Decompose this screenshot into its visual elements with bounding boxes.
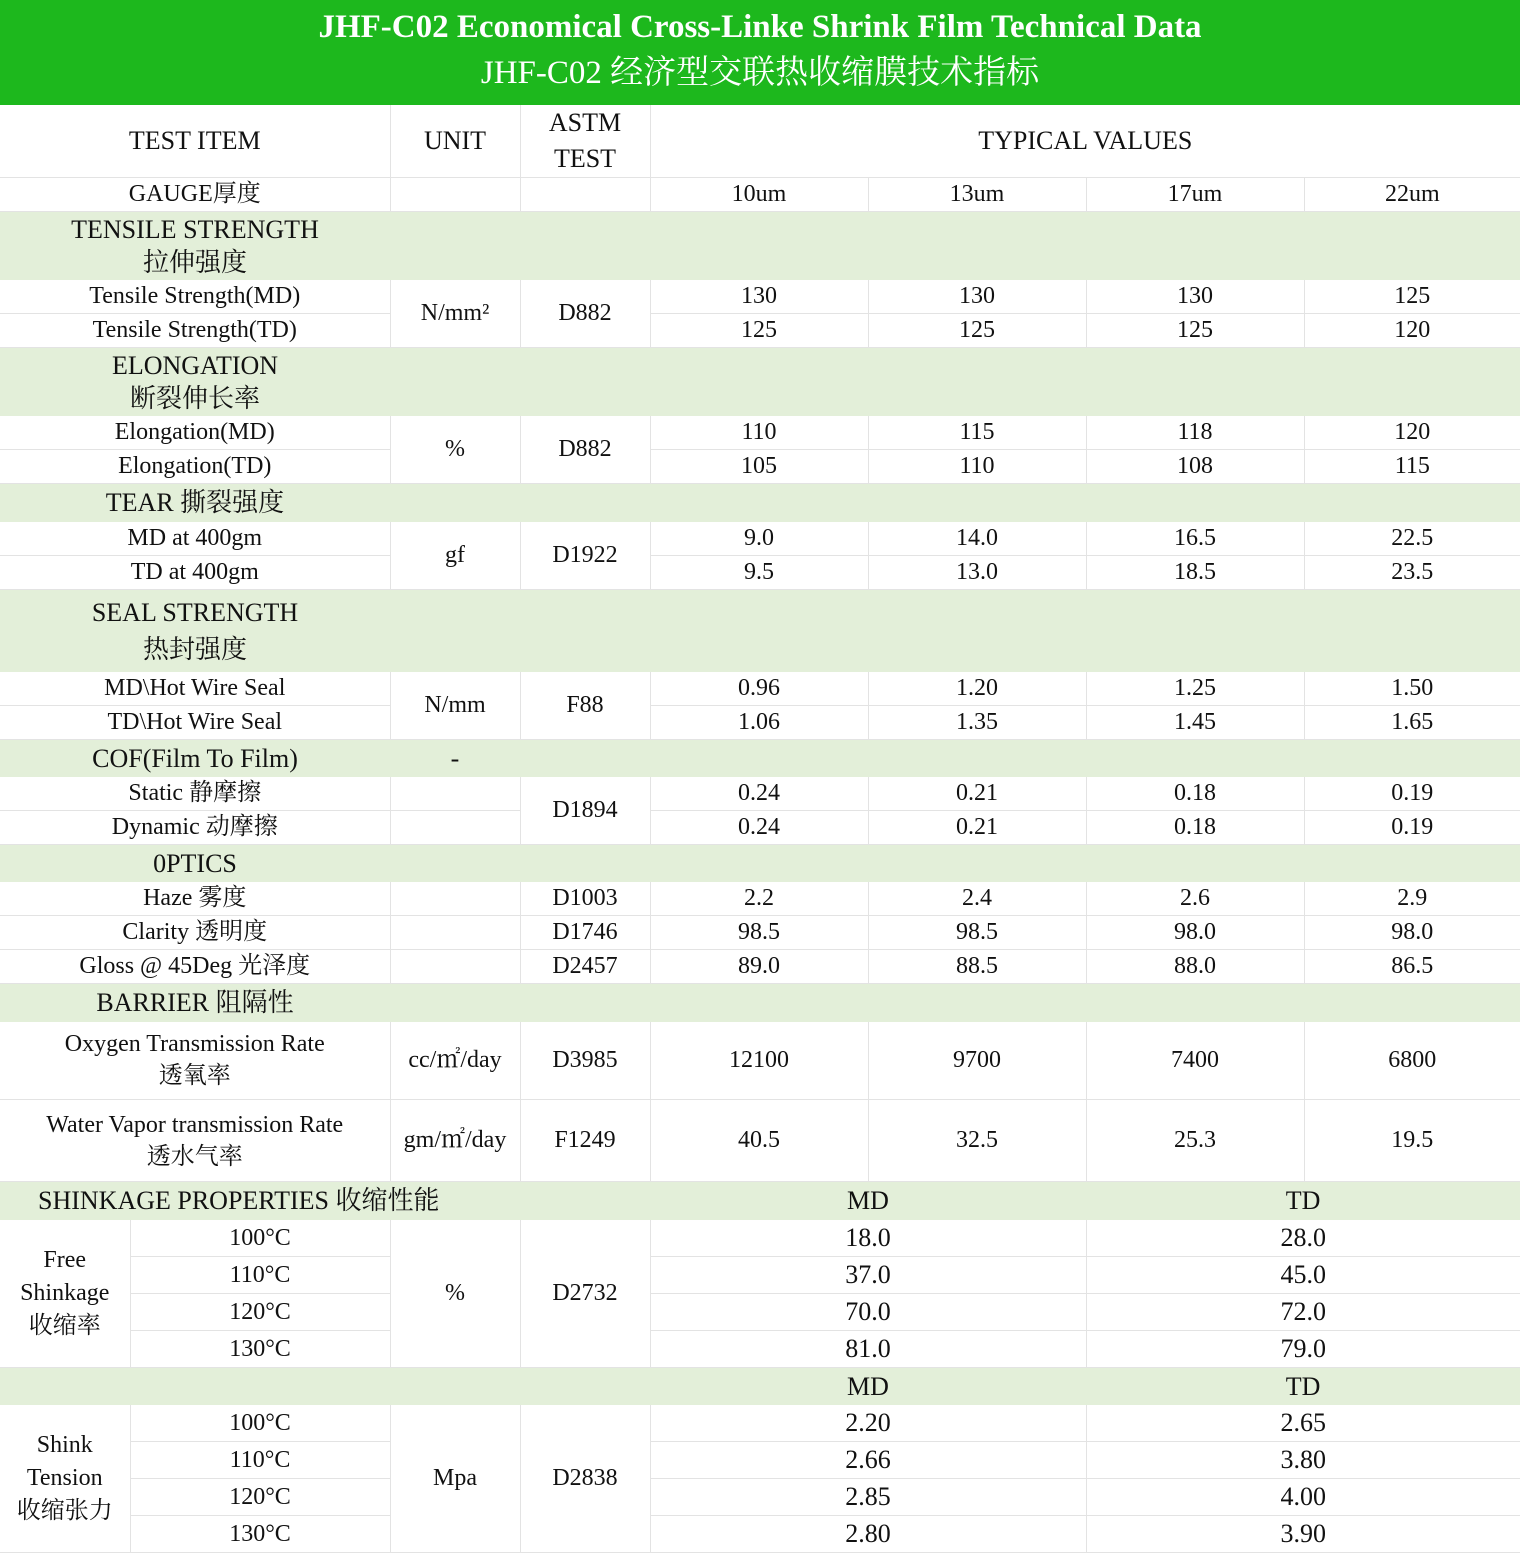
value-cell: 120 — [1304, 314, 1520, 348]
value-cell: 130 — [1086, 280, 1304, 314]
md-value: 2.80 — [650, 1516, 1086, 1553]
unit-cell: % — [390, 1220, 520, 1368]
section-tensile — [0, 212, 1520, 280]
gauge-value: 13um — [868, 178, 1086, 212]
gauge-label: GAUGE厚度 — [0, 178, 390, 212]
technical-data-table — [0, 105, 1520, 1553]
temp-cell: 110°C — [130, 1257, 390, 1294]
td-value: 4.00 — [1086, 1479, 1520, 1516]
value-cell: 23.5 — [1304, 556, 1520, 590]
td-value: 2.65 — [1086, 1405, 1520, 1442]
md-header: MD — [650, 1182, 1086, 1220]
astm-cell: D1003 — [520, 882, 650, 916]
astm-cell: F1249 — [520, 1100, 650, 1182]
value-cell: 0.18 — [1086, 777, 1304, 811]
value-cell: 0.96 — [650, 672, 868, 706]
td-value: 3.90 — [1086, 1516, 1520, 1553]
table-row — [0, 1100, 1520, 1182]
gauge-row — [0, 178, 1520, 212]
md-header: MD — [650, 1368, 1086, 1405]
td-value: 28.0 — [1086, 1220, 1520, 1257]
test-item-header: TEST ITEM — [0, 105, 390, 178]
unit-cell: N/mm — [390, 672, 520, 740]
table-row — [0, 416, 1520, 450]
value-cell: 9.0 — [650, 522, 868, 556]
td-value: 3.80 — [1086, 1442, 1520, 1479]
value-cell: 18.5 — [1086, 556, 1304, 590]
header-row — [0, 105, 1520, 178]
value-cell: 2.6 — [1086, 882, 1304, 916]
shrink-tension-label: Shink Tension 收缩张力 — [0, 1405, 130, 1553]
temp-cell: 120°C — [130, 1479, 390, 1516]
table-row — [0, 811, 1520, 845]
value-cell: 16.5 — [1086, 522, 1304, 556]
value-cell: 12100 — [650, 1022, 868, 1100]
value-cell: 120 — [1304, 416, 1520, 450]
value-cell: 1.50 — [1304, 672, 1520, 706]
astm-header: ASTM TEST — [520, 105, 650, 178]
value-cell: 13.0 — [868, 556, 1086, 590]
value-cell: 105 — [650, 450, 868, 484]
astm-cell: D1922 — [520, 522, 650, 590]
value-cell: 22.5 — [1304, 522, 1520, 556]
value-cell: 89.0 — [650, 950, 868, 984]
free-shrinkage-label: Free Shinkage 收缩率 — [0, 1220, 130, 1368]
section-tension-header — [0, 1368, 1520, 1405]
astm-cell: D2838 — [520, 1405, 650, 1553]
md-value: 18.0 — [650, 1220, 1086, 1257]
table-row — [0, 450, 1520, 484]
value-cell: 98.0 — [1304, 916, 1520, 950]
td-header: TD — [1086, 1182, 1520, 1220]
value-cell: 0.21 — [868, 777, 1086, 811]
table-row — [0, 522, 1520, 556]
value-cell: 0.24 — [650, 811, 868, 845]
value-cell: 1.20 — [868, 672, 1086, 706]
section-cof — [0, 740, 1520, 777]
value-cell: 98.0 — [1086, 916, 1304, 950]
value-cell: 108 — [1086, 450, 1304, 484]
section-title: BARRIER 阻隔性 — [0, 984, 390, 1022]
value-cell: 7400 — [1086, 1022, 1304, 1100]
section-elongation — [0, 348, 1520, 416]
table-row — [0, 950, 1520, 984]
row-label: Static 静摩擦 — [0, 777, 390, 811]
value-cell: 1.35 — [868, 706, 1086, 740]
table-row — [0, 1405, 1520, 1442]
row-label: Elongation(TD) — [0, 450, 390, 484]
table-row — [0, 1331, 1520, 1368]
unit-cell: % — [390, 416, 520, 484]
unit-cell: gf — [390, 522, 520, 590]
md-value: 2.20 — [650, 1405, 1086, 1442]
row-label: Elongation(MD) — [0, 416, 390, 450]
value-cell: 110 — [868, 450, 1086, 484]
table-row — [0, 777, 1520, 811]
row-label: TD at 400gm — [0, 556, 390, 590]
table-row — [0, 706, 1520, 740]
title-english: JHF-C02 Economical Cross-Linke Shrink Film Technical Data — [318, 9, 1202, 45]
section-shrinkage — [0, 1182, 1520, 1220]
value-cell: 0.19 — [1304, 777, 1520, 811]
value-cell: 0.21 — [868, 811, 1086, 845]
value-cell: 98.5 — [868, 916, 1086, 950]
value-cell: 19.5 — [1304, 1100, 1520, 1182]
section-barrier — [0, 984, 1520, 1022]
temp-cell: 130°C — [130, 1331, 390, 1368]
row-label: Dynamic 动摩擦 — [0, 811, 390, 845]
value-cell: 25.3 — [1086, 1100, 1304, 1182]
section-title: SHINKAGE PROPERTIES 收缩性能 — [0, 1182, 650, 1220]
astm-cell: D882 — [520, 416, 650, 484]
td-value: 72.0 — [1086, 1294, 1520, 1331]
row-label: Tensile Strength(MD) — [0, 280, 390, 314]
gauge-value: 17um — [1086, 178, 1304, 212]
unit-cell: cc/㎡/day — [390, 1022, 520, 1100]
table-row — [0, 1516, 1520, 1553]
value-cell: 130 — [650, 280, 868, 314]
typical-values-header: TYPICAL VALUES — [650, 105, 1520, 178]
table-row — [0, 556, 1520, 590]
value-cell: 88.5 — [868, 950, 1086, 984]
row-label: Clarity 透明度 — [0, 916, 390, 950]
value-cell: 115 — [868, 416, 1086, 450]
astm-cell: D1746 — [520, 916, 650, 950]
table-row — [0, 1220, 1520, 1257]
unit-header: UNIT — [390, 105, 520, 178]
row-label: Haze 雾度 — [0, 882, 390, 916]
unit-cell: N/mm² — [390, 280, 520, 348]
gauge-value: 10um — [650, 178, 868, 212]
md-value: 37.0 — [650, 1257, 1086, 1294]
value-cell: 9.5 — [650, 556, 868, 590]
astm-cell: D3985 — [520, 1022, 650, 1100]
value-cell: 2.9 — [1304, 882, 1520, 916]
temp-cell: 110°C — [130, 1442, 390, 1479]
value-cell: 1.65 — [1304, 706, 1520, 740]
value-cell: 1.45 — [1086, 706, 1304, 740]
table-row — [0, 1294, 1520, 1331]
row-label: Oxygen Transmission Rate 透氧率 — [0, 1022, 390, 1100]
value-cell: 0.24 — [650, 777, 868, 811]
value-cell: 130 — [868, 280, 1086, 314]
value-cell: 98.5 — [650, 916, 868, 950]
value-cell: 110 — [650, 416, 868, 450]
value-cell: 40.5 — [650, 1100, 868, 1182]
astm-cell: D2457 — [520, 950, 650, 984]
md-value: 2.66 — [650, 1442, 1086, 1479]
table-row — [0, 280, 1520, 314]
table-row — [0, 1479, 1520, 1516]
td-value: 45.0 — [1086, 1257, 1520, 1294]
row-label: Water Vapor transmission Rate 透水气率 — [0, 1100, 390, 1182]
temp-cell: 120°C — [130, 1294, 390, 1331]
section-title: SEAL STRENGTH 热封强度 — [0, 590, 390, 672]
section-title: ELONGATION 断裂伸长率 — [0, 348, 390, 416]
section-optics — [0, 845, 1520, 882]
value-cell: 14.0 — [868, 522, 1086, 556]
title-chinese: JHF-C02 经济型交联热收缩膜技术指标 — [480, 55, 1040, 91]
table-row — [0, 314, 1520, 348]
table-row — [0, 1022, 1520, 1100]
value-cell: 88.0 — [1086, 950, 1304, 984]
value-cell: 0.19 — [1304, 811, 1520, 845]
value-cell: 9700 — [868, 1022, 1086, 1100]
value-cell: 1.06 — [650, 706, 868, 740]
table-row — [0, 882, 1520, 916]
value-cell: 86.5 — [1304, 950, 1520, 984]
table-row — [0, 672, 1520, 706]
temp-cell: 100°C — [130, 1405, 390, 1442]
astm-cell: F88 — [520, 672, 650, 740]
value-cell: 125 — [650, 314, 868, 348]
td-value: 79.0 — [1086, 1331, 1520, 1368]
astm-cell: D2732 — [520, 1220, 650, 1368]
section-title: TENSILE STRENGTH 拉伸强度 — [0, 212, 390, 280]
value-cell: 2.2 — [650, 882, 868, 916]
astm-cell: D1894 — [520, 777, 650, 845]
unit-cell: - — [390, 740, 520, 777]
section-title: COF(Film To Film) — [0, 740, 390, 777]
row-label: Tensile Strength(TD) — [0, 314, 390, 348]
section-seal — [0, 590, 1520, 672]
value-cell: 125 — [1304, 280, 1520, 314]
md-value: 2.85 — [650, 1479, 1086, 1516]
td-header: TD — [1086, 1368, 1520, 1405]
value-cell: 32.5 — [868, 1100, 1086, 1182]
temp-cell: 100°C — [130, 1220, 390, 1257]
table-row — [0, 1442, 1520, 1479]
value-cell: 125 — [868, 314, 1086, 348]
row-label: TD\Hot Wire Seal — [0, 706, 390, 740]
value-cell: 125 — [1086, 314, 1304, 348]
unit-cell: Mpa — [390, 1405, 520, 1553]
temp-cell: 130°C — [130, 1516, 390, 1553]
md-value: 70.0 — [650, 1294, 1086, 1331]
value-cell: 118 — [1086, 416, 1304, 450]
gauge-value: 22um — [1304, 178, 1520, 212]
row-label: Gloss @ 45Deg 光泽度 — [0, 950, 390, 984]
value-cell: 1.25 — [1086, 672, 1304, 706]
title-banner — [0, 0, 1520, 105]
section-title: TEAR 撕裂强度 — [0, 484, 390, 522]
row-label: MD\Hot Wire Seal — [0, 672, 390, 706]
value-cell: 2.4 — [868, 882, 1086, 916]
value-cell: 6800 — [1304, 1022, 1520, 1100]
md-value: 81.0 — [650, 1331, 1086, 1368]
value-cell: 115 — [1304, 450, 1520, 484]
table-row — [0, 916, 1520, 950]
section-title: 0PTICS — [0, 845, 390, 882]
table-row — [0, 1257, 1520, 1294]
section-tear — [0, 484, 1520, 522]
astm-cell: D882 — [520, 280, 650, 348]
unit-cell: gm/㎡/day — [390, 1100, 520, 1182]
row-label: MD at 400gm — [0, 522, 390, 556]
value-cell: 0.18 — [1086, 811, 1304, 845]
